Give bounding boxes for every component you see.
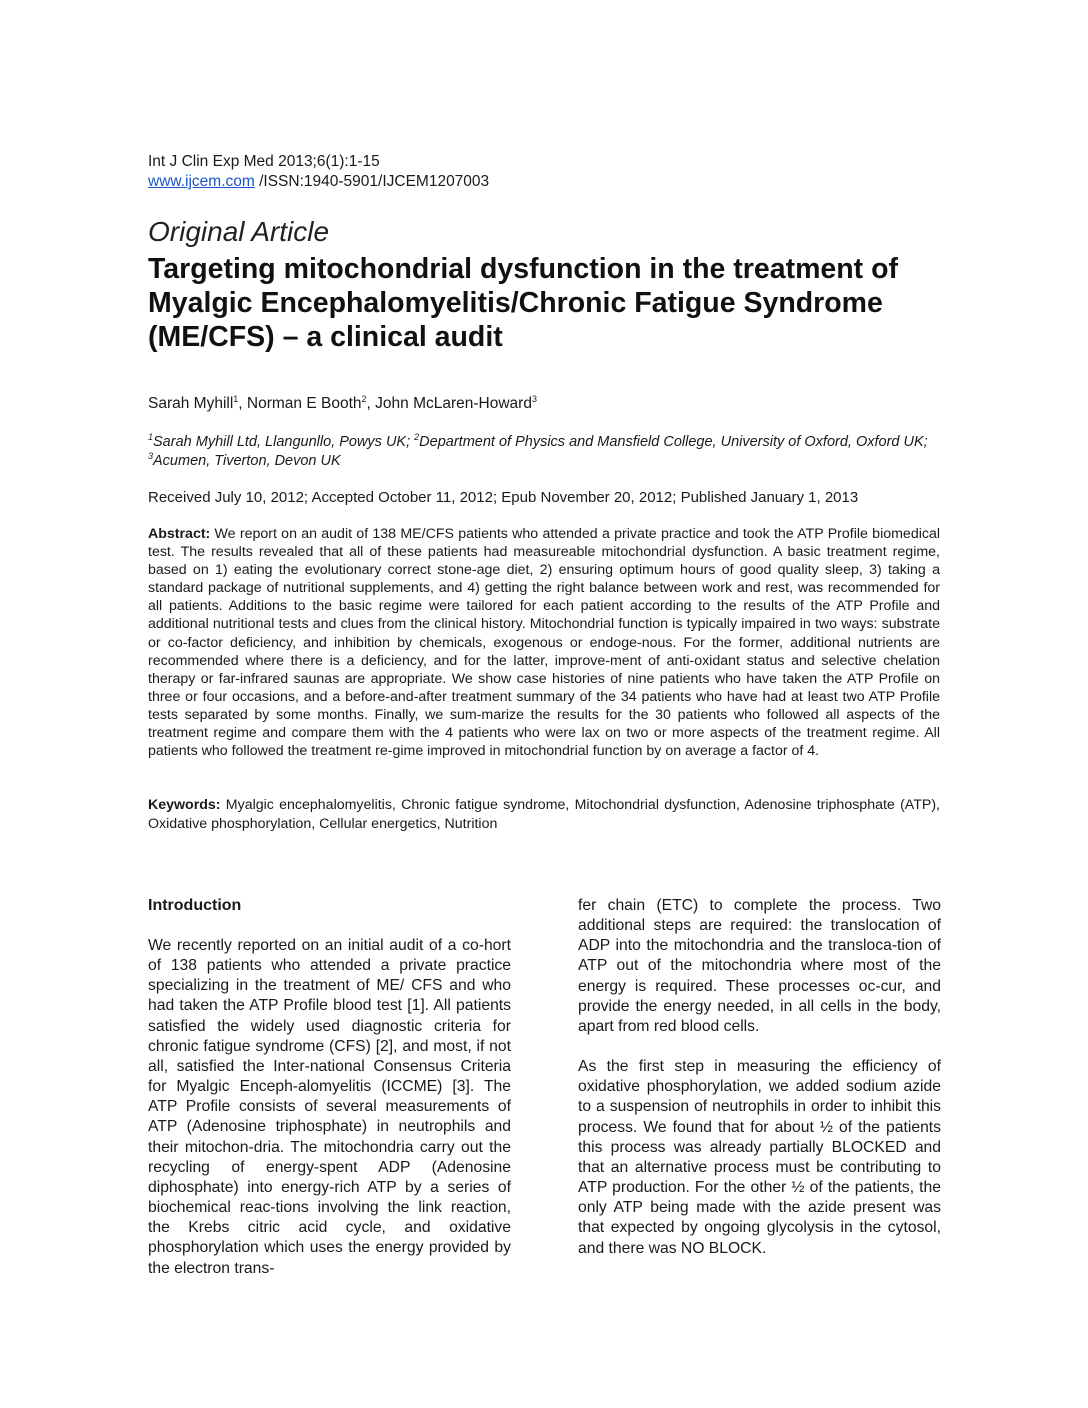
affil-sup: 3 <box>148 451 154 462</box>
article-type: Original Article <box>148 216 330 247</box>
journal-link-line <box>148 172 489 192</box>
affil-text: Acumen, Tiverton, Devon UK <box>153 453 341 469</box>
affiliations <box>148 433 940 471</box>
author-name: Norman E Booth <box>246 395 362 412</box>
paragraph-gap <box>578 1037 941 1057</box>
paragraph: We recently reported on an initial audit of a co-hort of 138 patients who attended a private practice specializing in the treatment of ME/ CFS and who had taken the ATP Profile blood test [1]. All patients satisfied the widely used diagnostic criteria for chronic fatigue syndrome (CFS) [2], and most, if not all, satisfied the Inter-national Consensus Criteria for Myalgic Enceph-alomyelitis (ICCME) [3]. The ATP Profile consists of several measurements of ATP (Adenosine triphosphate) in neutrophils and their mitochon-dria. The mitochondria carry out the recycling of energy-spent ADP (Adenosine diphosphate) into energy-rich ATP by a series of biochemical reac-tions involving the link reaction, the Krebs citric acid cycle, and oxidative phosphorylation which uses the energy provided by the electron trans- <box>148 937 511 1277</box>
author-name: Sarah Myhill <box>148 395 234 412</box>
author-sep: , <box>366 395 376 412</box>
keywords-label: Keywords: <box>148 797 221 813</box>
abstract-label: Abstract: <box>148 526 211 542</box>
affil-text: Department of Physics and Mansfield College, University of Oxford, Oxford UK; <box>419 434 928 450</box>
author-name: John McLaren-Howard <box>375 395 532 412</box>
author-sup: 3 <box>531 393 537 404</box>
paragraph: As the first step in measuring the efficiency of oxidative phosphorylation, we added sodium azide to a suspension of neutrophils in order to inhibit this process. We found that for about ½ of the patients this process was already partially BLOCKED and that an alternative process must be contributing to ATP production. For the other ½ of the patients, the only ATP being made with the azide present was that expected by ongoing glycolysis in the cytosol, and there was NO BLOCK. <box>578 1058 941 1257</box>
author-list <box>148 394 537 414</box>
affil-sup: 1 <box>148 432 154 443</box>
body-column-right <box>578 896 941 1259</box>
publication-dates: Received July 10, 2012; Accepted October 11, 2012; Epub November 20, 2012; Published January 1, 2013 <box>148 489 859 506</box>
journal-citation: Int J Clin Exp Med 2013;6(1):1-15 <box>148 153 380 170</box>
journal-issn: /ISSN:1940-5901/IJCEM1207003 <box>254 173 490 190</box>
journal-header <box>148 152 489 192</box>
keywords <box>148 796 940 833</box>
section-heading-introduction: Introduction <box>148 897 242 914</box>
affil-text: Sarah Myhill Ltd, Llangunllo, Powys UK; <box>153 434 415 450</box>
paragraph: fer chain (ETC) to complete the process. Two additional steps are required: the translocation of ADP into the mitochondria and the transloca-tion of ATP out of the mitochondria where most of the energy is required. These processes oc-cur, and provide the energy needed, in all cells in the body, apart from red blood cells. <box>578 897 941 1035</box>
author-sup: 1 <box>233 393 239 404</box>
author-sup: 2 <box>361 393 367 404</box>
body-column-left <box>148 936 511 1279</box>
abstract <box>148 525 940 760</box>
author-sep: , <box>238 395 247 412</box>
article-title: Targeting mitochondrial dysfunction in the treatment of Myalgic Encephalomyelitis/Chronic Fatigue Syndrome (ME/CFS) – a clinical audit <box>148 253 898 353</box>
keywords-text: Myalgic encephalomyelitis, Chronic fatigue syndrome, Mitochondrial dysfunction, Adenosine triphosphate (ATP), Oxidative phosphorylation, Cellular energetics, Nutrition <box>148 797 940 832</box>
affil-sup: 2 <box>414 432 420 443</box>
journal-website-link[interactable]: www.ijcem.com <box>148 173 255 190</box>
abstract-text: We report on an audit of 138 ME/CFS patients who attended a private practice and took the ATP Profile biomedical test. The results revealed that all of these patients had measureable mitochondrial dysfunction. A basic treatment regime, based on 1) eating the evolutionary correct stone-age diet, 2) ensuring optimum hours of good quality sleep, 3) taking a standard package of nutritional supplements, and 4) getting the right balance between work and rest, was recommended for all patients. Additions to the basic regime were tailored for each patient according to the results of the ATP Profile and additional nutritional tests and clues from the clinical history. Mitochondrial function is typically impaired in two ways: substrate or co-factor deficiency, and inhibition by chemicals, exogenous or endoge-nous. For the former, additional nutrients are recommended where there is a deficiency, and for the latter, improve-ment of anti-oxidant status and selective chelation therapy or far-infrared saunas are appropriate. We show case histories of nine patients who have taken the ATP Profile on three or four occasions, and a before-and-after treatment summary of the 34 patients who have had at least two ATP Profile tests separated by some months. Finally, we sum-marize the results for the 30 patients who followed all aspects of the treatment regime and compare them with the 4 patients who were lax on two or more aspects of the treatment regime. All patients who followed the treatment re-gime improved in mitochondrial function by on average a factor of 4. <box>148 526 940 760</box>
